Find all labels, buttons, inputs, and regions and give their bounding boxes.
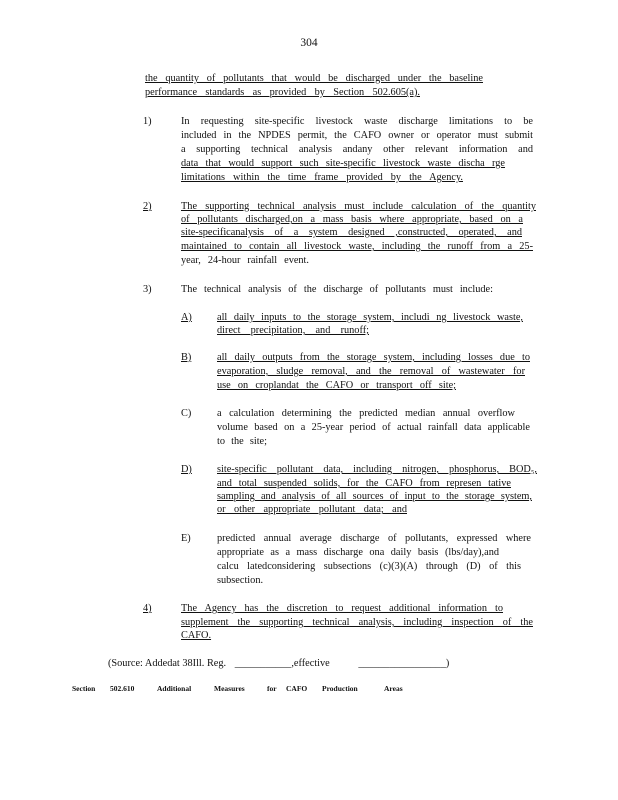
item-line: The supporting technical analysis must include calculation of the quantity [181,201,536,212]
item-line: included in the NPDES permit, the CAFO owner or operator must submit [181,130,533,141]
subitem-line: calcu latedconsidering subsections (c)(3)(A) through (D) of this [217,561,521,572]
section-title-word: for [267,684,277,693]
item-line: site-specificanalysis of a system designed ,constructed, operated, and [181,227,522,238]
item-line: of pollutants discharged,on a mass basis where appropriate, based on a [181,214,523,225]
item-line: limitations within the time frame provided by the Agency. [181,172,463,183]
item-line: The technical analysis of the discharge of pollutants must include: [181,284,493,295]
section-title-word: Additional [157,684,192,693]
item-line: The Agency has the discretion to request additional information to [181,603,503,614]
subitem-line: use on croplandat the CAFO or transport off site; [217,380,456,391]
subitem-line: direct precipitation, and runoff; [217,325,369,336]
subitem-line: all daily inputs to the storage system, includi ng livestock waste, [217,312,523,323]
subitem-line: sampling and analysis of all sources of input to the storage system, [217,491,532,502]
subitem-line: and total suspended solids, for the CAFO from represen tative [217,478,511,489]
subitem-line: subsection. [217,575,264,586]
item-label: 4) [143,603,152,614]
item-label: 3) [143,284,152,295]
item-line: In requesting site-specific livestock waste discharge limitations to be [181,116,533,127]
subitem-line: a calculation determining the predicted median annual overflow [217,408,515,419]
section-title-word: CAFO [286,684,308,693]
subitem-label: B) [181,352,192,363]
page-number: 304 [300,37,318,49]
subitem-line: site-specific pollutant data, including nitrogen, phosphorus, BOD₅, [217,464,537,475]
subitem-label: E) [181,533,191,544]
source-blank-effective: _________________ [358,658,446,669]
subitem-label: A) [181,312,192,323]
item-line: supplement the supporting technical analysis, including inspection of the [181,617,533,628]
subitem-line: all daily outputs from the storage system, including losses due to [217,352,530,363]
item-line: a supporting technical analysis andany other relevant information and [181,144,533,155]
subitem-line: predicted annual average discharge of pollutants, expressed where [217,533,531,544]
intro-line: performance standards as provided by Section 502.605(a). [145,87,420,98]
subitem-label: C) [181,408,192,419]
item-label: 2) [143,201,152,212]
subitem-line: or other appropriate pollutant data; and [217,504,407,515]
subitem-line: to the site; [217,436,267,447]
item-line: data that would support such site-specific livestock waste discha rge [181,158,505,169]
subitem-label: D) [181,464,192,475]
source-blank-date: ___________ [234,658,292,669]
source-prefix: (Source: Addedat 38Ill. Reg. [108,658,227,669]
section-title-word: Production [322,684,358,693]
source-note [108,657,449,670]
next-section-heading [72,684,415,693]
item-line: year, 24-hour rainfall event. [181,255,309,266]
section-title-word: Areas [384,684,403,693]
section-title-word: Measures [214,684,245,693]
item-line: maintained to contain all livestock waste, including the runoff from a 25- [181,241,533,252]
item-line: CAFO. [181,630,212,641]
source-suffix: ) [445,658,450,669]
intro-line: the quantity of pollutants that would be discharged under the baseline [145,73,483,84]
subitem-line: appropriate as a mass discharge ona daily basis (lbs/day),and [217,547,499,558]
section-number: 502.610 [110,684,135,693]
subitem-line: volume based on a 25-year period of actual rainfall data applicable [217,422,530,433]
item-label: 1) [143,116,152,127]
section-word: Section [72,684,96,693]
source-effective: ,effective [291,658,330,669]
subitem-line: evaporation, sludge removal, and the removal of wastewater for [217,366,525,377]
